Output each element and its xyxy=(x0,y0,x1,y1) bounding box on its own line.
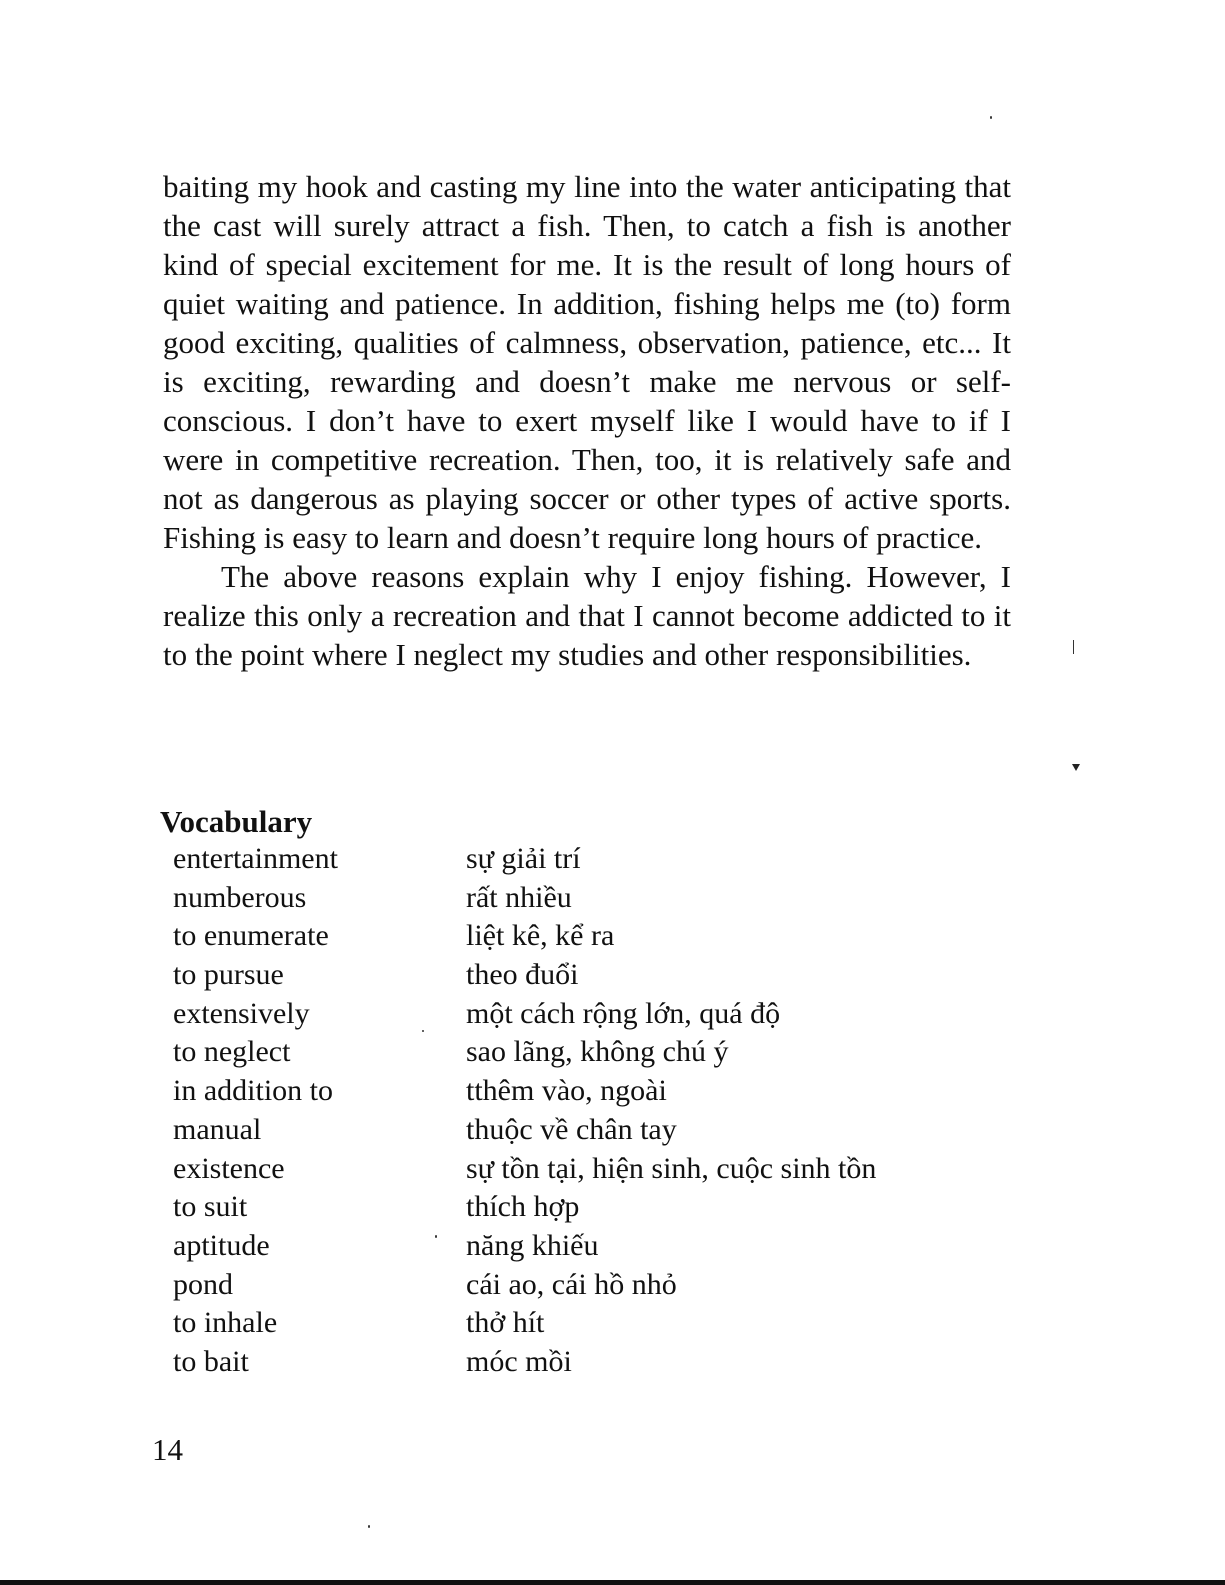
vocabulary-term: to neglect xyxy=(173,1035,291,1069)
vocabulary-definition: móc mồi xyxy=(466,1344,572,1378)
vocabulary-term: existence xyxy=(173,1151,285,1185)
paragraph-fishing-benefits: baiting my hook and casting my line into the water anticipating that the cast will surely attract a fish. Then, to catch a fish is another kind of special excitement for me. It is the result of long hours of quiet waiting and patience. In addition, fishing helps me (to) form good exciting, qualities of calmness, observation, patience, etc... It is exciting, rewarding and doesn’t make me nervous or self-conscious. I don’t have to exert myself like I would have to if I were in competitive recreation. Then, too, it is relatively safe and not as dangerous as playing soccer or other types of active sports. Fishing is easy to learn and doesn’t require long hours of practice. xyxy=(163,169,1011,555)
scan-speck xyxy=(368,1525,370,1528)
vocabulary-definition: sự giải trí xyxy=(466,842,581,875)
vocabulary-definition: liệt kê, kể ra xyxy=(466,919,615,953)
vocabulary-entry xyxy=(173,1266,973,1305)
vocabulary-entry xyxy=(173,879,973,918)
vocabulary-term: in addition to xyxy=(173,1074,333,1108)
vocabulary-definition: năng khiếu xyxy=(466,1228,599,1262)
scan-speck xyxy=(1073,640,1074,654)
vocabulary-entry xyxy=(173,917,973,956)
vocabulary-term: to enumerate xyxy=(173,919,329,953)
body-text xyxy=(163,167,1011,674)
vocabulary-entry xyxy=(173,1033,973,1072)
vocabulary-definition: sao lãng, không chú ý xyxy=(466,1035,729,1069)
vocabulary-definition: sự tồn tại, hiện sinh, cuộc sinh tồn xyxy=(466,1151,877,1185)
vocabulary-entry xyxy=(173,1304,973,1343)
vocabulary-entry xyxy=(173,1111,973,1150)
page-number: 14 xyxy=(152,1432,183,1467)
vocabulary-term: to bait xyxy=(173,1344,249,1378)
scan-bottom-edge xyxy=(0,1580,1225,1585)
vocabulary-definition: thích hợp xyxy=(466,1190,580,1224)
vocabulary-term: pond xyxy=(173,1267,233,1301)
vocabulary-entry xyxy=(173,1188,973,1227)
vocabulary-entry xyxy=(173,1150,973,1189)
vocabulary-term: numberous xyxy=(173,880,307,914)
vocabulary-term: entertainment xyxy=(173,842,338,875)
vocabulary-entry xyxy=(173,1343,973,1382)
vocabulary-entry xyxy=(173,1227,973,1266)
vocabulary-term: to inhale xyxy=(173,1306,278,1340)
vocabulary-definition: tthêm vào, ngoài xyxy=(466,1074,667,1108)
vocabulary-entry xyxy=(173,995,973,1034)
scan-speck xyxy=(990,116,992,119)
scan-speck xyxy=(422,1030,424,1032)
vocabulary-term: to suit xyxy=(173,1190,248,1224)
vocabulary-term: extensively xyxy=(173,996,310,1030)
vocabulary-definition: thuộc về chân tay xyxy=(466,1112,677,1146)
vocabulary-definition: cái ao, cái hồ nhỏ xyxy=(466,1267,677,1301)
vocabulary-definition: theo đuổi xyxy=(466,958,579,992)
vocabulary-heading: Vocabulary xyxy=(160,804,313,839)
vocabulary-list xyxy=(173,840,973,1382)
scan-speck xyxy=(435,1235,437,1238)
vocabulary-term: manual xyxy=(173,1112,262,1146)
vocabulary-definition: một cách rộng lớn, quá độ xyxy=(466,996,781,1030)
vocabulary-entry xyxy=(173,956,973,995)
vocabulary-term: aptitude xyxy=(173,1228,270,1262)
vocabulary-entry xyxy=(173,840,973,879)
paragraph-conclusion: The above reasons explain why I enjoy fishing. However, I realize this only a recreation and that I cannot become addicted to it to the point where I neglect my studies and other responsibilities. xyxy=(163,559,1011,672)
scan-mark xyxy=(1072,764,1080,771)
vocabulary-entry xyxy=(173,1072,973,1111)
vocabulary-definition: thở hít xyxy=(466,1306,545,1340)
vocabulary-definition: rất nhiều xyxy=(466,880,572,914)
vocabulary-term: to pursue xyxy=(173,958,284,992)
